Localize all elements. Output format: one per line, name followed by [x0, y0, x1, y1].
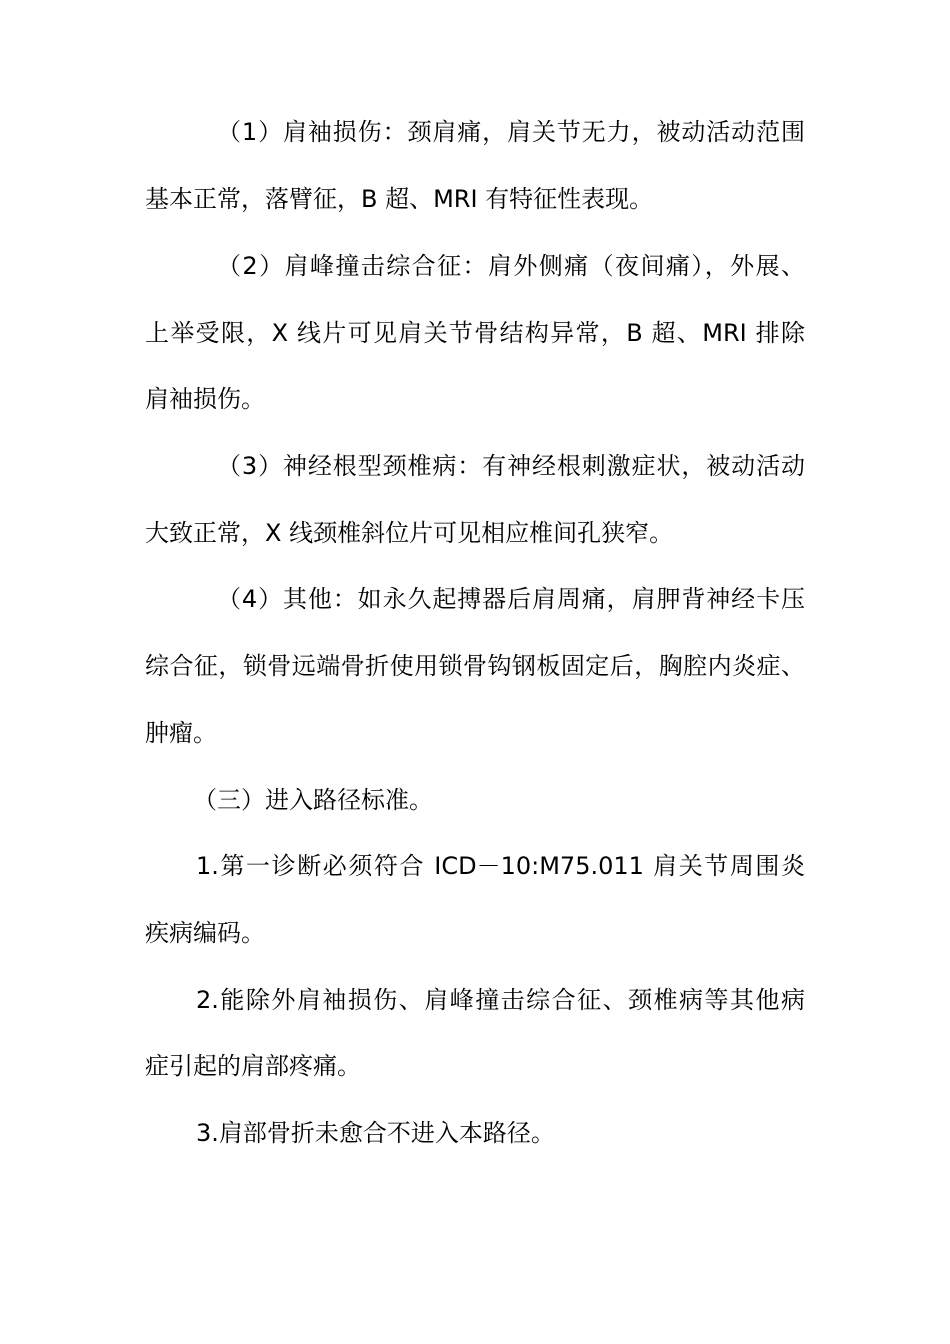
paragraph-line: （1）肩袖损伤：颈肩痛，肩关节无力，被动活动范围 — [217, 118, 805, 146]
paragraph-line: 疾病编码。 — [145, 919, 265, 947]
paragraph-line: 症引起的肩部疼痛。 — [145, 1052, 361, 1080]
paragraph-line: （3）神经根型颈椎病：有神经根刺激症状，被动活动 — [217, 452, 805, 480]
paragraph-line: 大致正常，X 线颈椎斜位片可见相应椎间孔狭窄。 — [145, 519, 674, 547]
paragraph-line: 2.能除外肩袖损伤、肩峰撞击综合征、颈椎病等其他病 — [196, 986, 805, 1014]
paragraph-line: （2）肩峰撞击综合征：肩外侧痛（夜间痛），外展、 — [217, 252, 805, 280]
section-heading: （三）进入路径标准。 — [193, 786, 433, 814]
paragraph-line: 肿瘤。 — [145, 719, 217, 747]
paragraph-line: 肩袖损伤。 — [145, 385, 265, 413]
paragraph-line: （4）其他：如永久起搏器后肩周痛，肩胛背神经卡压 — [217, 585, 805, 613]
paragraph-line: 基本正常，落臂征，B 超、MRI 有特征性表现。 — [145, 185, 654, 213]
paragraph-line: 3.肩部骨折未愈合不进入本路径。 — [196, 1119, 555, 1147]
paragraph-line: 上举受限，X 线片可见肩关节骨结构异常，B 超、MRI 排除 — [145, 319, 805, 347]
paragraph-line: 综合征，锁骨远端骨折使用锁骨钩钢板固定后，胸腔内炎症、 — [145, 652, 805, 680]
paragraph-line: 1.第一诊断必须符合 ICD－10:M75.011 肩关节周围炎 — [196, 852, 805, 880]
